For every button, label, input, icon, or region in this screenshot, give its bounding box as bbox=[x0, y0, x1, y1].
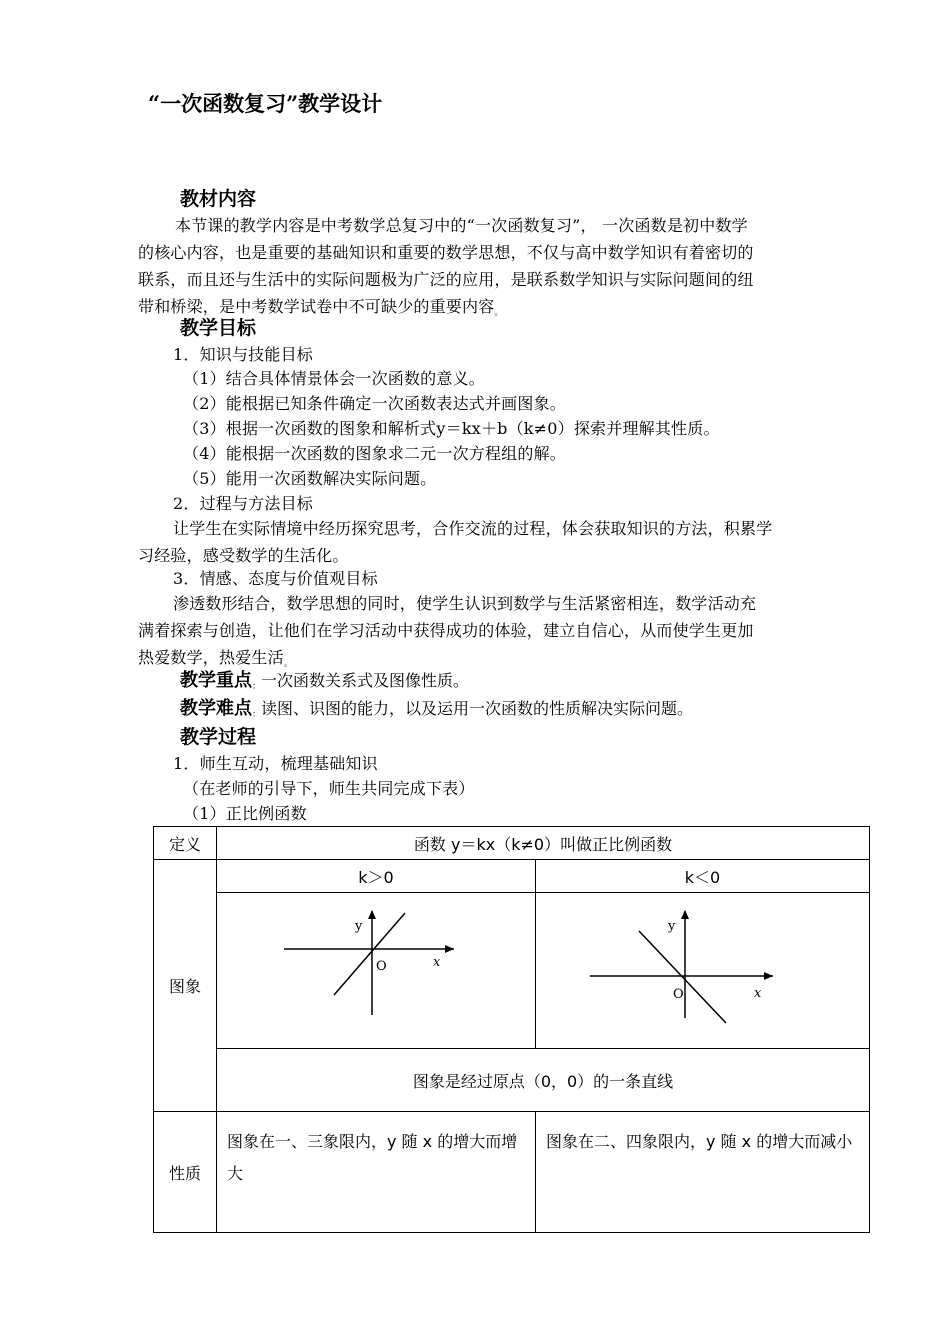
goal-list bbox=[183, 366, 720, 491]
section-heading-content: 教材内容 bbox=[180, 188, 257, 210]
paragraph-line: 带和桥梁，是中考数学试卷中不可缺少的重要内容 bbox=[138, 297, 495, 316]
goal-item: （1）结合具体情景体会一次函数的意义。 bbox=[183, 369, 485, 388]
function-line bbox=[639, 931, 726, 1023]
x-axis-arrow bbox=[445, 945, 454, 953]
y-axis-arrow bbox=[681, 910, 689, 919]
table-row-property bbox=[154, 1112, 870, 1233]
table-row-graphs bbox=[154, 893, 870, 1049]
x-axis-label: x bbox=[433, 955, 441, 970]
graph-label: 图象 bbox=[154, 860, 217, 1112]
function-line bbox=[334, 913, 405, 995]
paragraph-line: 让学生在实际情境中经历探究思考，合作交流的过程，体会获取知识的方法，积累学 bbox=[173, 519, 773, 538]
graph-summary: 图象是经过原点（0，0）的一条直线 bbox=[217, 1049, 870, 1112]
property-k-positive: 图象在一、三象限内，y 随 x 的增大而增大 bbox=[217, 1112, 536, 1233]
process-step-1: 1．师生互动，梳理基础知识 bbox=[173, 754, 378, 773]
table-row-definition bbox=[154, 827, 870, 860]
process-note: （在老师的引导下，师生共同完成下表） bbox=[183, 779, 475, 798]
origin-label: O bbox=[673, 987, 684, 1002]
paragraph-line: 习经验，感受数学的生活化。 bbox=[138, 546, 349, 565]
graph-cell-k-negative bbox=[536, 893, 870, 1049]
key-point-line bbox=[180, 666, 469, 694]
y-axis-label: y bbox=[355, 919, 363, 934]
goal-item: （4）能根据一次函数的图象求二元一次方程组的解。 bbox=[183, 444, 566, 463]
process-sub-1: （1）正比例函数 bbox=[183, 804, 307, 823]
y-axis-arrow bbox=[368, 910, 376, 919]
paragraph-line: 渗透数形结合，数学思想的同时，使学生认识到数学与生活紧密相连，数学活动充 bbox=[173, 594, 757, 613]
difficulty-text: 读图、识图的能力，以及运用一次函数的性质解决实际问题。 bbox=[261, 699, 694, 718]
graph-k-negative bbox=[536, 893, 869, 1048]
proportional-function-table bbox=[153, 826, 870, 1233]
paragraph-line: 的核心内容，也是重要的基础知识和重要的数学思想，不仅与高中数学知识有着密切的 bbox=[138, 243, 754, 262]
property-k-negative: 图象在二、四象限内，y 随 x 的增大而减小 bbox=[536, 1112, 870, 1233]
section-heading-process: 教学过程 bbox=[180, 726, 257, 748]
difficulty-line bbox=[180, 694, 693, 722]
y-axis-label: y bbox=[668, 919, 676, 934]
goal-2-paragraph bbox=[138, 515, 888, 569]
definition-text: 函数 y＝kx（k≠0）叫做正比例函数 bbox=[217, 827, 870, 860]
table-row-k-headers bbox=[154, 860, 870, 893]
graph-cell-k-positive bbox=[217, 893, 536, 1049]
goal-1-heading: 1．知识与技能目标 bbox=[173, 345, 313, 364]
key-point-label: 教学重点 bbox=[180, 670, 252, 691]
paragraph-line: 热爱数学，热爱生活 bbox=[138, 648, 284, 667]
definition-label: 定义 bbox=[154, 827, 217, 860]
goal-item: （3）根据一次函数的图象和解析式y＝kx＋b（k≠0）探索并理解其性质。 bbox=[183, 419, 720, 438]
goal-item: （5）能用一次函数解决实际问题。 bbox=[183, 469, 437, 488]
paragraph-line: 联系，而且还与生活中的实际问题极为广泛的应用，是联系数学知识与实际问题间的纽 bbox=[138, 270, 754, 289]
goal-3-heading: 3．情感、态度与价值观目标 bbox=[173, 569, 378, 588]
x-axis-label: x bbox=[754, 986, 762, 1001]
end-mark: 。 bbox=[494, 308, 504, 318]
content-paragraph bbox=[138, 212, 878, 327]
k-negative-header: k＜0 bbox=[536, 860, 870, 893]
origin-label: O bbox=[376, 959, 387, 974]
difficulty-colon: ： bbox=[252, 710, 262, 720]
goal-3-paragraph bbox=[138, 590, 888, 678]
section-heading-goals: 教学目标 bbox=[180, 317, 257, 339]
key-point-colon: ： bbox=[252, 682, 262, 692]
document-title: “一次函数复习”教学设计 bbox=[148, 91, 383, 116]
table-row-graph-summary bbox=[154, 1049, 870, 1112]
x-axis-arrow bbox=[764, 972, 773, 980]
property-label: 性质 bbox=[154, 1112, 217, 1233]
graph-k-positive bbox=[217, 893, 535, 1048]
k-positive-header: k＞0 bbox=[217, 860, 536, 893]
key-point-text: 一次函数关系式及图像性质。 bbox=[261, 671, 470, 690]
goal-2-heading: 2．过程与方法目标 bbox=[173, 494, 313, 513]
paragraph-line: 满着探索与创造，让他们在学习活动中获得成功的体验，建立自信心，从而使学生更加 bbox=[138, 621, 754, 640]
paragraph-line: 本节课的教学内容是中考数学总复习中的“一次函数复习”， 一次函数是初中数学 bbox=[175, 216, 748, 235]
goal-item: （2）能根据已知条件确定一次函数表达式并画图象。 bbox=[183, 394, 566, 413]
difficulty-label: 教学难点 bbox=[180, 698, 252, 719]
end-mark: 。 bbox=[283, 659, 294, 669]
